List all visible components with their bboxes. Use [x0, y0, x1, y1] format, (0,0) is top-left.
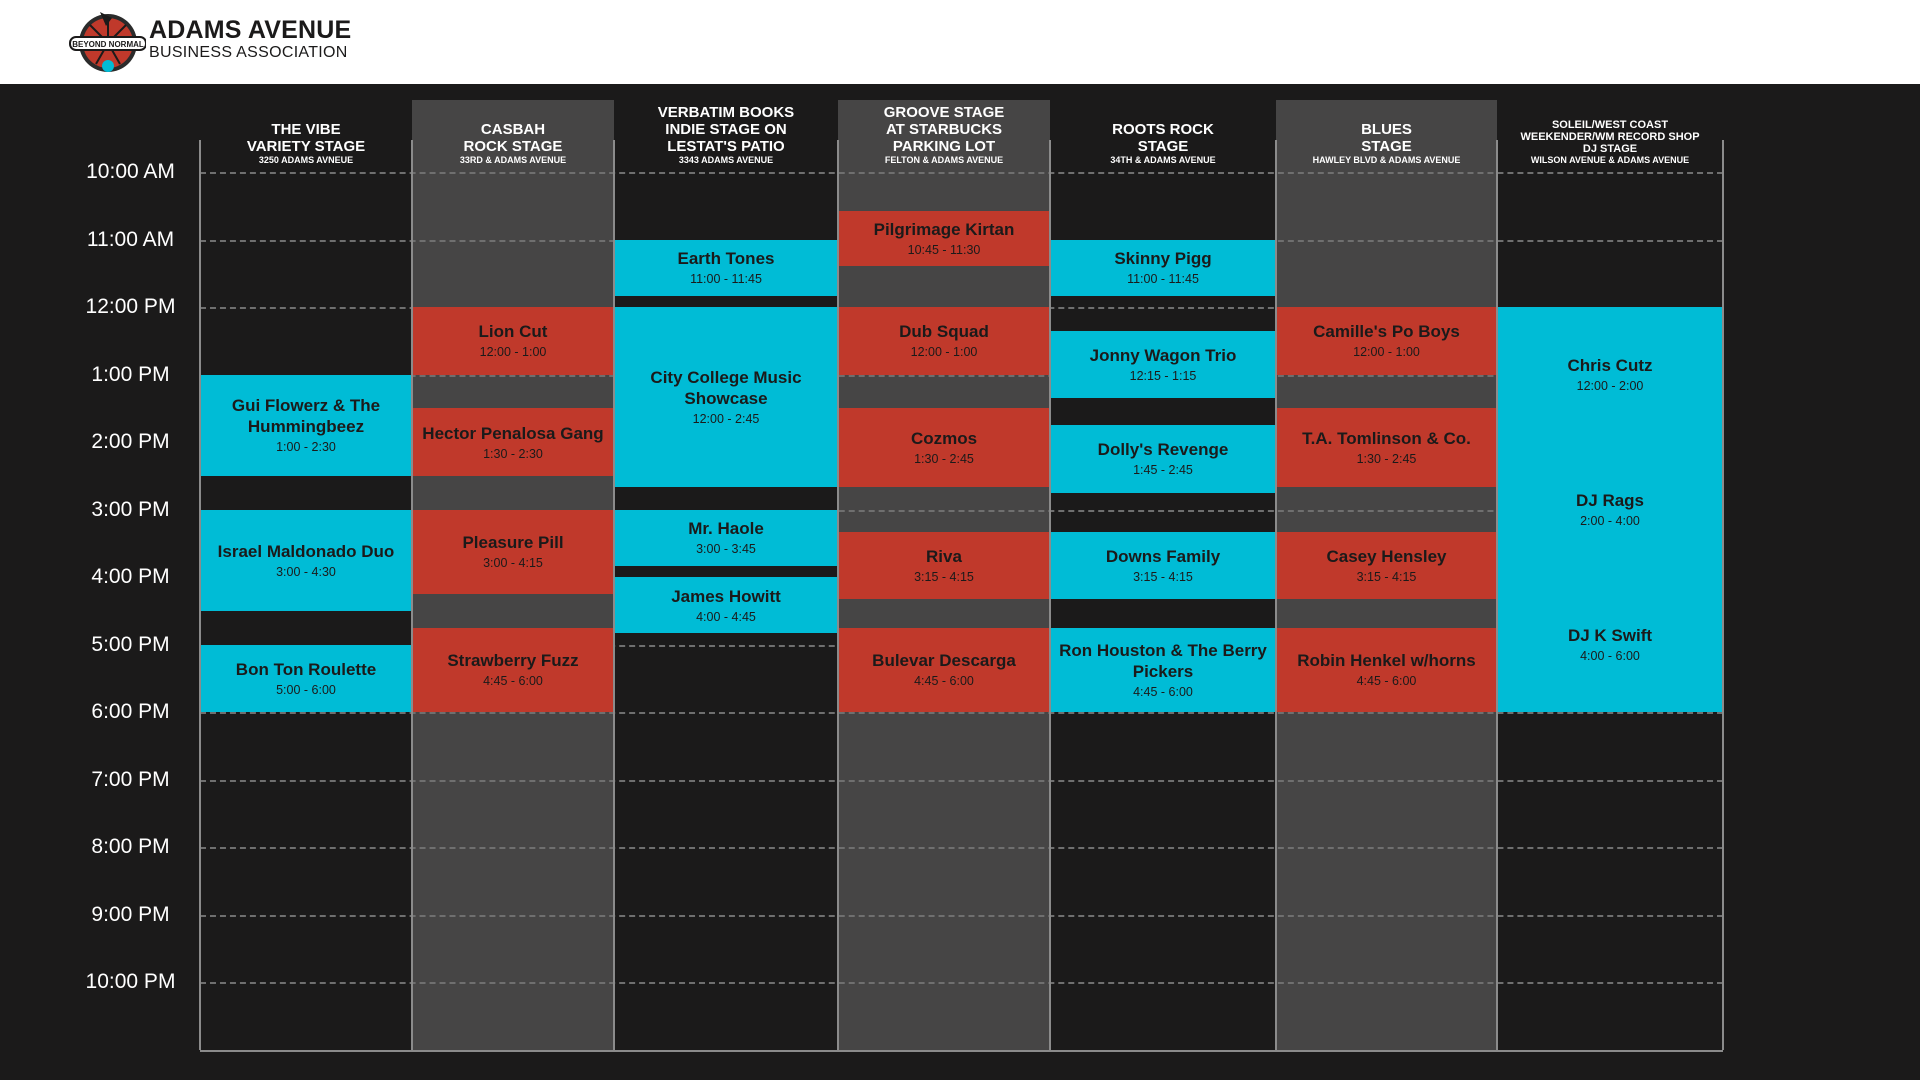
- event-name: Earth Tones: [677, 249, 775, 269]
- event-name: Riva: [926, 547, 962, 567]
- event-block[interactable]: [201, 510, 411, 611]
- event-block[interactable]: [1277, 628, 1496, 712]
- event-time: 11:00 - 11:45: [690, 272, 762, 287]
- event-time: 1:45 - 2:45: [1133, 463, 1193, 478]
- event-time: 1:30 - 2:30: [483, 446, 543, 461]
- grid-bottom-line: [200, 1050, 1723, 1052]
- time-label: 6:00 PM: [91, 700, 170, 723]
- beyond-normal-logo-icon: [66, 8, 146, 74]
- time-gridline: [200, 915, 1723, 917]
- brand-subtitle: BUSINESS ASSOCIATION: [149, 44, 348, 61]
- event-block[interactable]: [615, 510, 837, 566]
- svg-text:BEYOND NORMAL: BEYOND NORMAL: [72, 40, 144, 49]
- event-name: Casey Hensley: [1326, 547, 1447, 567]
- event-block[interactable]: [839, 408, 1049, 487]
- stage-name: GROOVE STAGE AT STARBUCKS PARKING LOT: [883, 104, 1005, 155]
- stage-address: 34TH & ADAMS AVENUE: [1110, 155, 1216, 165]
- event-name: Chris Cutz: [1567, 356, 1653, 375]
- header-bar: [0, 0, 1920, 84]
- stage-name: SOLEIL/WEST COAST WEEKENDER/WM RECORD SHOP DJ STAGE: [1520, 119, 1700, 155]
- column-divider: [1722, 140, 1724, 1050]
- event-block[interactable]: [1498, 442, 1722, 577]
- time-label: 7:00 PM: [91, 767, 170, 791]
- time-label: 8:00 PM: [91, 835, 170, 858]
- event-name: Camille's Po Boys: [1313, 322, 1460, 342]
- event-block[interactable]: [413, 510, 613, 594]
- schedule-board: [0, 84, 1920, 1080]
- stage-header: [1050, 121, 1276, 166]
- event-time: 12:00 - 1:00: [479, 345, 547, 360]
- stage-header: [838, 104, 1050, 166]
- event-time: 12:00 - 2:45: [692, 412, 760, 426]
- event-block[interactable]: [839, 628, 1049, 712]
- time-gridline: [200, 982, 1723, 984]
- stage-header: [1276, 121, 1497, 166]
- event-block[interactable]: [839, 532, 1049, 600]
- event-block[interactable]: [839, 211, 1049, 266]
- time-label: 9:00 PM: [91, 902, 170, 926]
- stage-header: [1497, 119, 1723, 166]
- time-gridline: [200, 847, 1723, 849]
- event-time: 12:00 - 1:00: [910, 345, 978, 360]
- time-label: 1:00 PM: [91, 362, 170, 386]
- event-block[interactable]: [615, 240, 837, 296]
- event-block[interactable]: [413, 408, 613, 476]
- event-name: Robin Henkel w/horns: [1297, 651, 1476, 671]
- event-block[interactable]: [1051, 240, 1275, 296]
- event-time: 12:00 - 1:00: [1353, 345, 1420, 360]
- brand-title: ADAMS AVENUE: [149, 16, 352, 44]
- event-name: DJ K Swift: [1567, 626, 1653, 645]
- time-gridline: [200, 780, 1723, 782]
- event-time: 12:15 - 1:15: [1129, 368, 1197, 383]
- time-label: 5:00 PM: [91, 632, 170, 656]
- event-time: 3:00 - 3:45: [696, 542, 756, 557]
- time-label: 2:00 PM: [91, 430, 170, 453]
- event-name: Skinny Pigg: [1114, 249, 1212, 269]
- event-block[interactable]: [413, 628, 613, 712]
- event-block[interactable]: [1051, 628, 1275, 712]
- stage-address: WILSON AVENUE & ADAMS AVENUE: [1530, 155, 1690, 165]
- stage-address: FELTON & ADAMS AVENUE: [884, 155, 1004, 165]
- stage-address: 3250 ADAMS AVNEUE: [258, 155, 354, 165]
- event-name: Jonny Wagon Trio: [1089, 345, 1237, 365]
- event-time: 12:00 - 2:00: [1576, 379, 1644, 393]
- event-time: 11:00 - 11:45: [1127, 272, 1199, 287]
- event-name: Hector Penalosa Gang: [422, 423, 604, 443]
- stage-name: BLUES STAGE: [1361, 121, 1412, 155]
- event-name: Mr. Haole: [688, 519, 764, 539]
- event-name: City College Music Showcase: [650, 368, 802, 408]
- event-time: 3:15 - 4:15: [914, 570, 974, 585]
- event-name: Ron Houston & The Berry Pickers: [1059, 640, 1267, 681]
- event-time: 3:00 - 4:15: [483, 556, 543, 571]
- event-name: Lion Cut: [478, 322, 548, 342]
- event-time: 1:00 - 2:30: [276, 440, 336, 455]
- event-time: 4:00 - 4:45: [696, 609, 756, 624]
- event-name: Cozmos: [910, 429, 978, 449]
- event-block[interactable]: [615, 307, 837, 487]
- time-gridline: [200, 172, 1723, 174]
- stage-name: THE VIBE VARIETY STAGE: [246, 121, 366, 155]
- event-name: Pilgrimage Kirtan: [873, 220, 1015, 240]
- event-block[interactable]: [839, 307, 1049, 375]
- event-name: Dolly's Revenge: [1097, 440, 1229, 460]
- time-label: 11:00 AM: [86, 227, 175, 251]
- event-time: 1:30 - 2:45: [914, 452, 974, 467]
- event-time: 4:00 - 6:00: [1580, 649, 1640, 663]
- column-divider: [411, 140, 413, 1050]
- event-block[interactable]: [1051, 425, 1275, 493]
- event-time: 3:15 - 4:15: [1356, 570, 1417, 585]
- event-name: Bulevar Descarga: [872, 651, 1016, 671]
- event-time: 4:45 - 6:00: [914, 674, 974, 689]
- event-name: DJ Rags: [1575, 491, 1645, 510]
- event-name: T.A. Tomlinson & Co.: [1302, 429, 1471, 449]
- event-block[interactable]: [201, 645, 411, 713]
- event-block[interactable]: [1277, 532, 1496, 600]
- time-gridline: [200, 375, 1723, 377]
- event-time: 4:45 - 6:00: [1356, 674, 1417, 689]
- event-block[interactable]: [1277, 408, 1496, 487]
- event-block[interactable]: [1498, 577, 1722, 712]
- stage-header: [614, 104, 838, 166]
- time-gridline: [200, 712, 1723, 714]
- time-label: 12:00 PM: [85, 295, 176, 318]
- event-time: 4:45 - 6:00: [1133, 684, 1193, 699]
- event-name: Downs Family: [1105, 547, 1221, 567]
- time-label: 4:00 PM: [91, 565, 170, 588]
- event-block[interactable]: [1498, 307, 1722, 442]
- event-name: Pleasure Pill: [462, 533, 564, 553]
- event-name: Dub Squad: [899, 322, 989, 342]
- event-block[interactable]: [1277, 307, 1496, 375]
- time-label: 10:00 PM: [85, 970, 176, 993]
- time-label: 3:00 PM: [91, 497, 170, 521]
- event-time: 2:00 - 4:00: [1580, 514, 1640, 528]
- stage-header: [412, 121, 614, 166]
- stage-name: VERBATIM BOOKS INDIE STAGE ON LESTAT'S PATIO: [657, 104, 795, 155]
- event-block[interactable]: [1051, 532, 1275, 600]
- event-time: 1:30 - 2:45: [1356, 452, 1417, 467]
- stage-address: 3343 ADAMS AVENUE: [678, 155, 774, 165]
- event-name: Strawberry Fuzz: [447, 651, 579, 671]
- stage-header: [200, 121, 412, 166]
- event-name: James Howitt: [671, 586, 781, 606]
- event-time: 3:00 - 4:30: [276, 564, 336, 579]
- event-time: 4:45 - 6:00: [483, 674, 543, 689]
- event-name: Bon Ton Roulette: [235, 659, 377, 679]
- event-name: Gui Flowerz & The Hummingbeez: [231, 396, 381, 437]
- stage-address: 33RD & ADAMS AVENUE: [459, 155, 567, 165]
- stage-name: ROOTS ROCK STAGE: [1112, 121, 1214, 155]
- event-block[interactable]: [615, 577, 837, 633]
- event-block[interactable]: [413, 307, 613, 375]
- event-name: Israel Maldonado Duo: [217, 541, 395, 561]
- event-block[interactable]: [201, 375, 411, 476]
- event-time: 3:15 - 4:15: [1133, 570, 1193, 585]
- stage-address: HAWLEY BLVD & ADAMS AVENUE: [1312, 155, 1461, 165]
- event-time: 5:00 - 6:00: [276, 682, 336, 697]
- time-label: 10:00 AM: [86, 160, 175, 183]
- stage-name: CASBAH ROCK STAGE: [463, 121, 563, 155]
- event-time: 10:45 - 11:30: [907, 243, 981, 258]
- event-block[interactable]: [1051, 331, 1275, 399]
